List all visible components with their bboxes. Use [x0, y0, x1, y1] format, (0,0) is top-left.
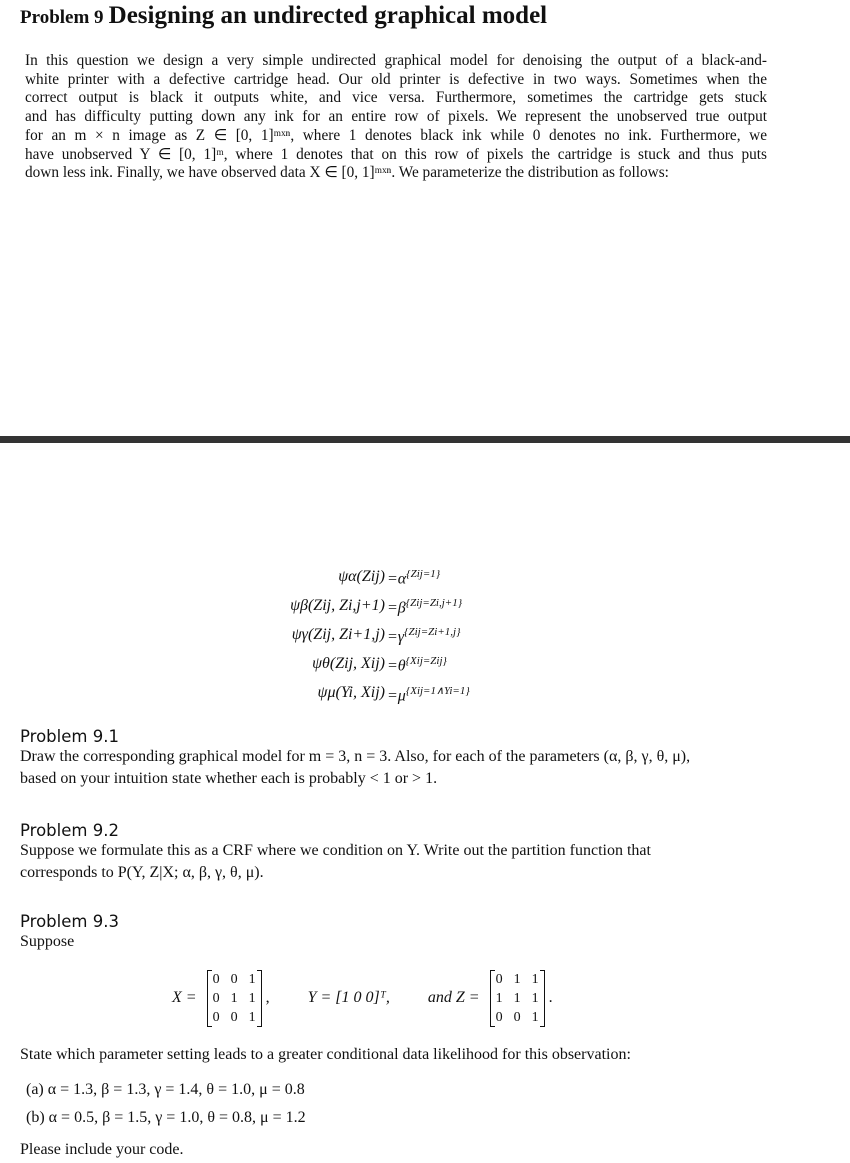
- equation-alpha: ψα(Zij) $=\alpha^{\{Zij=1\}}$: [338, 568, 441, 588]
- problem-number: Problem 9: [20, 7, 104, 28]
- section-divider: [0, 436, 850, 443]
- problem-9-3: [20, 912, 790, 953]
- equation-mu: ψμ(Yi, Xij) $=\mu^{\{Xij=1\wedge Yi=1\}}$: [317, 684, 470, 705]
- intro-line: white printer with a defective cartridge head. Our old printer is defective in two ways. Sometimes when the: [25, 70, 767, 88]
- problem-9-3-title: Problem 9.3: [20, 912, 119, 931]
- intro-line: and has difficulty putting down any ink for an entire row of pixels. We represent the unobserved true output: [25, 108, 767, 126]
- option-a: (a) α = 1.3, β = 1.3, γ = 1.4, θ = 1.0, μ = 0.8: [26, 1081, 305, 1098]
- problem-9-2-line: Suppose we formulate this as a CRF where we condition on Y. Write out the partition function that: [20, 842, 651, 859]
- problem-9-3-suppose: Suppose: [20, 933, 75, 950]
- equation-theta: ψθ(Zij, Xij) $=\theta^{\{Xij=Zij\}}$: [312, 655, 447, 675]
- problem-9-2: [20, 821, 790, 883]
- problem-9-1-title: Problem 9.1: [20, 727, 119, 746]
- problem-9-1-line: Draw the corresponding graphical model for m = 3, n = 3. Also, for each of the parameters (α, β, γ, θ, μ),: [20, 748, 691, 765]
- problem-9-2-title: Problem 9.2: [20, 821, 119, 840]
- y-vector: Y = [1 0 0]ᵀ,: [307, 989, 390, 1006]
- problem-9-1-line: based on your intuition state whether each is probably < 1 or > 1.: [20, 769, 438, 787]
- problem-heading: [20, 2, 547, 30]
- x-matrix-label: X =: [172, 989, 197, 1006]
- parameter-options: [26, 1076, 306, 1132]
- option-b: (b) α = 0.5, β = 1.5, γ = 1.0, θ = 0.8, μ = 1.2: [26, 1109, 306, 1126]
- intro-paragraph: [25, 52, 767, 183]
- closing-instruction: Please include your code.: [20, 1141, 184, 1158]
- question-statement: State which parameter setting leads to a greater conditional data likelihood for this observation:: [20, 1046, 631, 1063]
- equation-gamma: ψγ(Zij, Zi+1,j) $=\gamma^{\{Zij=Zi+1,j\}}$: [291, 626, 461, 646]
- equation-beta: ψβ(Zij, Zi,j+1) $=\beta^{\{Zij=Zi,j+1\}}$: [290, 597, 463, 617]
- problem-9-2-line: corresponds to P(Y, Z|X; α, β, γ, θ, μ).: [20, 863, 264, 881]
- intro-line: have unobserved Y ∈ [0, 1]ᵐ, where 1 denotes that on this row of pixels the cartridge is stuck and thus puts: [25, 145, 767, 163]
- intro-line: down less ink. Finally, we have observed data X ∈ [0, 1]ᵐˣⁿ. We parameterize the distribution as follows:: [25, 164, 669, 182]
- potential-equations: [280, 568, 600, 713]
- observation-matrices: X = 0 0 1 0 1 1 0 0 1 , Y = [1 0 0]ᵀ, and Z = 0 1 1 1 1 1 0 0 1 .: [172, 971, 553, 1025]
- z-matrix: 0 1 1 1 1 1 0 0 1: [490, 970, 545, 1027]
- intro-line: In this question we design a very simple undirected graphical model for denoising the output of a black-and-: [25, 52, 767, 69]
- problem-9-1: [20, 727, 790, 789]
- z-matrix-label: and Z =: [427, 989, 480, 1006]
- problem-title: Designing an undirected graphical model: [108, 2, 548, 29]
- intro-line: correct output is black it outputs white, and vice versa. Furthermore, sometimes the cartridge gets stuck: [25, 89, 767, 107]
- intro-line: for an m × n image as Z ∈ [0, 1]ᵐˣⁿ, where 1 denotes black ink while 0 denotes no ink. Furthermore, we: [25, 126, 767, 144]
- x-matrix: 0 0 1 0 1 1 0 0 1: [207, 970, 262, 1027]
